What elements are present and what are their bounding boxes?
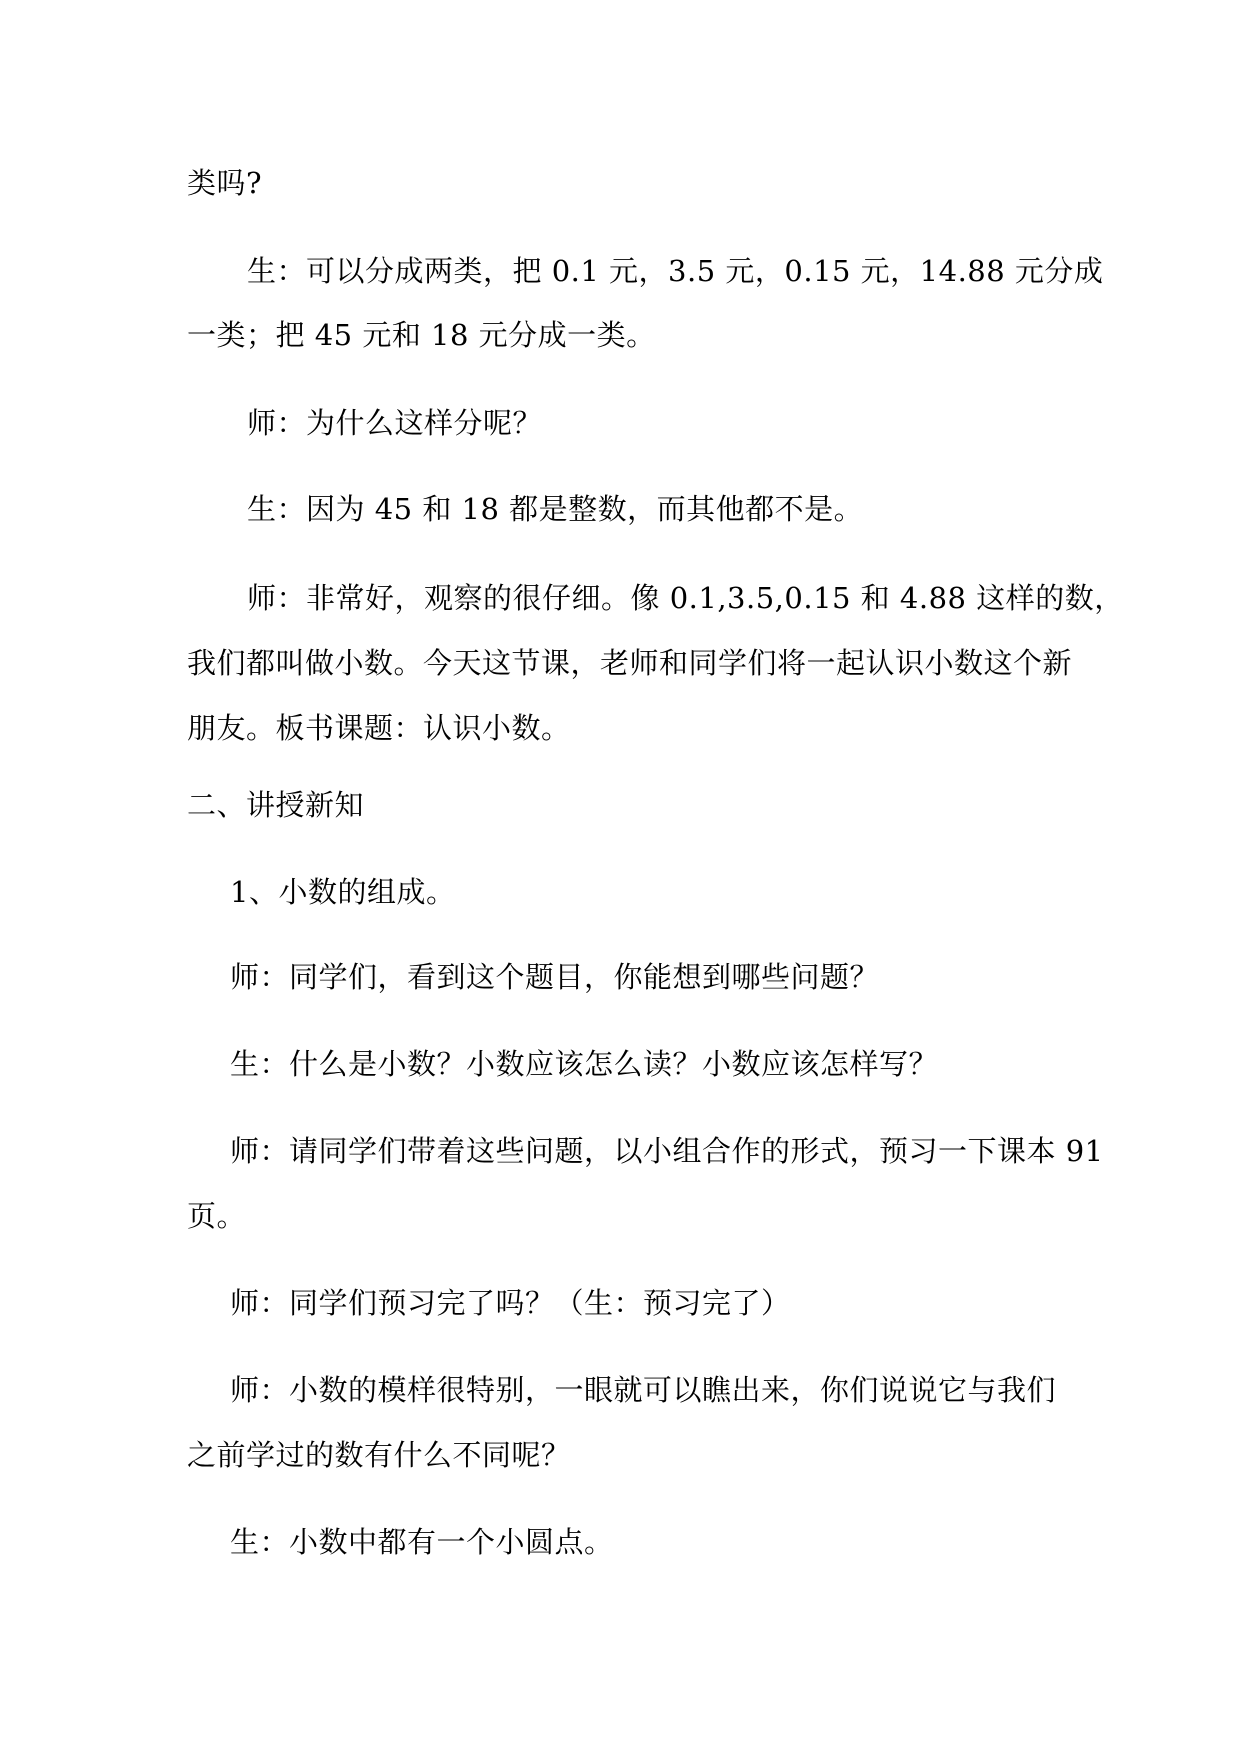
text-line-1: 类吗? [187, 166, 263, 200]
text-line-8: 朋友。板书课题：认识小数。 [187, 711, 571, 745]
text-line-12: 生：什么是小数？小数应该怎么读？小数应该怎样写？ [230, 1047, 939, 1081]
section-heading: 二、讲授新知 [187, 788, 365, 822]
text-line-13: 师：请同学们带着这些问题，以小组合作的形式，预习一下课本 91 [230, 1134, 1104, 1168]
text-line-14: 页。 [187, 1199, 247, 1233]
subsection-heading: 1、小数的组成。 [230, 875, 456, 909]
text-line-3: 一类；把 45 元和 18 元分成一类。 [187, 318, 656, 352]
text-line-5: 生：因为 45 和 18 都是整数，而其他都不是。 [247, 492, 864, 526]
text-line-18: 生：小数中都有一个小圆点。 [230, 1525, 614, 1559]
text-line-2: 生：可以分成两类，把 0.1 元，3.5 元，0.15 元，14.88 元分成 [247, 254, 1104, 288]
text-line-4: 师：为什么这样分呢？ [247, 406, 543, 440]
text-line-7: 我们都叫做小数。今天这节课，老师和同学们将一起认识小数这个新 [187, 646, 1073, 680]
text-line-16: 师：小数的模样很特别，一眼就可以瞧出来，你们说说它与我们 [230, 1373, 1057, 1407]
text-line-6: 师：非常好，观察的很仔细。像 0.1,3.5,0.15 和 4.88 这样的数， [247, 581, 1124, 615]
text-line-17: 之前学过的数有什么不同呢？ [187, 1438, 571, 1472]
text-line-11: 师：同学们，看到这个题目，你能想到哪些问题？ [230, 960, 880, 994]
text-line-15: 师：同学们预习完了吗？（生：预习完了） [230, 1286, 791, 1320]
